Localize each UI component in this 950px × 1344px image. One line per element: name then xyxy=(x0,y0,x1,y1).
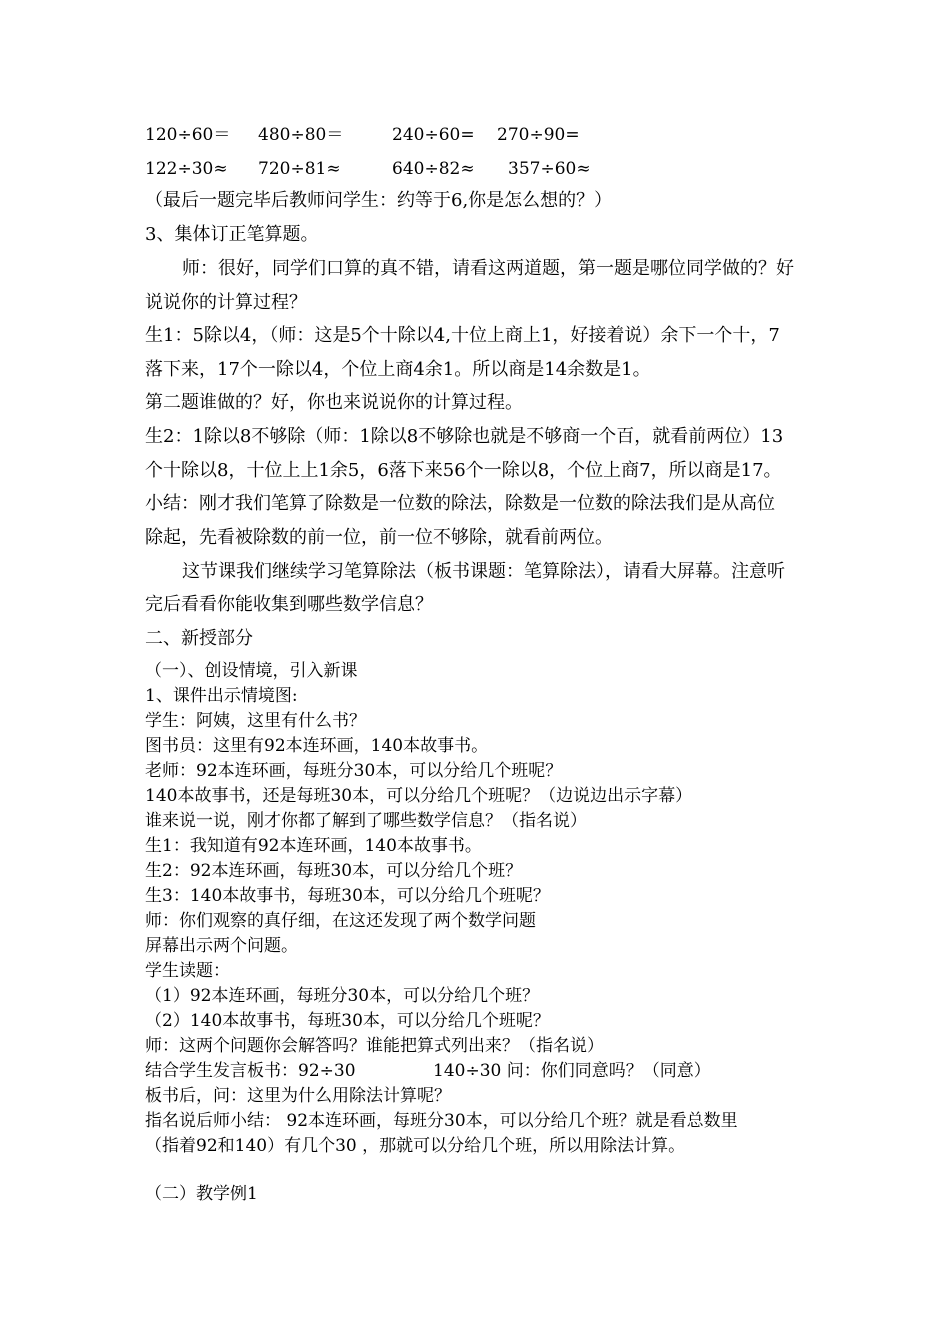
paragraph-line: 140÷30 问：你们同意吗？（同意） xyxy=(433,1061,711,1081)
paragraph-line: 结合学生发言板书：92÷30 xyxy=(145,1061,356,1081)
paragraph-line: 生2：1除以8不够除（师：1除以8不够除也就是不够商一个百，就看前两位）13 xyxy=(145,426,784,447)
dialogue-line: 生2：92本连环画，每班30本，可以分给几个班？ xyxy=(145,861,523,881)
dialogue-line: 140本故事书，还是每班30本，可以分给几个班呢？（边说边出示字幕） xyxy=(145,786,693,806)
dialogue-line: 图书员：这里有92本连环画，140本故事书。 xyxy=(145,736,489,756)
paragraph-line: 第二题谁做的？好，你也来说说你的计算过程。 xyxy=(145,392,523,413)
paragraph-line: 指名说后师小结： 92本连环画，每班分30本，可以分给几个班？就是看总数里 xyxy=(145,1111,738,1131)
dialogue-line: 学生：阿姨，这里有什么书？ xyxy=(145,711,366,731)
question-item: （1）92本连环画，每班分30本，可以分给几个班？ xyxy=(145,986,540,1006)
oral-problem: 357÷60≈ xyxy=(508,159,591,179)
paragraph-line: 板书后，问：这里为什么用除法计算呢？ xyxy=(145,1086,451,1106)
oral-problem: 122÷30≈ xyxy=(145,159,228,179)
paragraph-line: 小结：刚才我们笔算了除数是一位数的除法，除数是一位数的除法我们是从高位 xyxy=(145,493,775,514)
paragraph-line: 完后看看你能收集到哪些数学信息？ xyxy=(145,594,433,615)
oral-problem: 240÷60= xyxy=(392,125,475,145)
dialogue-line: 师：这两个问题你会解答吗？谁能把算式列出来？（指名说） xyxy=(145,1036,604,1056)
dialogue-line: 生3：140本故事书，每班30本，可以分给几个班呢？ xyxy=(145,886,550,906)
oral-problem: 270÷90= xyxy=(497,125,580,145)
dialogue-line: 谁来说一说，刚才你都了解到了哪些数学信息？（指名说） xyxy=(145,811,587,831)
paragraph-line: 落下来，17个一除以4，个位上商4余1。所以商是14余数是1。 xyxy=(145,359,651,380)
paragraph-line: 学生读题： xyxy=(145,961,230,981)
paragraph-line: 个十除以8，十位上上1余5，6落下来56个一除以8，个位上商7，所以商是17。 xyxy=(145,460,782,481)
paragraph-line: 这节课我们继续学习笔算除法（板书课题：笔算除法），请看大屏幕。注意听 xyxy=(182,561,785,582)
dialogue-line: 师：你们观察的真仔细，在这还发现了两个数学问题 xyxy=(145,911,536,931)
paragraph-line: （最后一题完毕后教师问学生：约等于6,你是怎么想的？） xyxy=(145,190,613,211)
oral-problem: 640÷82≈ xyxy=(392,159,475,179)
paragraph-line: 屏幕出示两个问题。 xyxy=(145,936,298,956)
paragraph-line: 生1：5除以4，（师：这是5个十除以4,十位上商上1，好接着说）余下一个十，7 xyxy=(145,325,780,346)
oral-problem: 120÷60＝ xyxy=(145,125,231,145)
paragraph-line: （指着92和140）有几个30 ，那就可以分给几个班，所以用除法计算。 xyxy=(145,1136,686,1156)
section-heading: 3、集体订正笔算题。 xyxy=(145,224,319,245)
dialogue-line: 老师：92本连环画，每班分30本，可以分给几个班呢？ xyxy=(145,761,563,781)
oral-problem: 720÷81≈ xyxy=(258,159,341,179)
dialogue-line: 生1：我知道有92本连环画，140本故事书。 xyxy=(145,836,482,856)
subsection-heading: （一）、创设情境，引入新课 xyxy=(145,661,358,681)
paragraph-line: 说说你的计算过程？ xyxy=(145,292,307,313)
question-item: （2）140本故事书，每班30本，可以分给几个班呢？ xyxy=(145,1011,550,1031)
paragraph-line: 师：很好，同学们口算的真不错，请看这两道题，第一题是哪位同学做的？好 xyxy=(182,258,794,279)
paragraph-line: 1、课件出示情境图: xyxy=(145,686,298,706)
oral-problem: 480÷80＝ xyxy=(258,125,344,145)
subsection-heading: （二）教学例1 xyxy=(145,1184,258,1204)
paragraph-line: 除起，先看被除数的前一位，前一位不够除，就看前两位。 xyxy=(145,527,613,548)
section-heading: 二、新授部分 xyxy=(145,628,253,649)
